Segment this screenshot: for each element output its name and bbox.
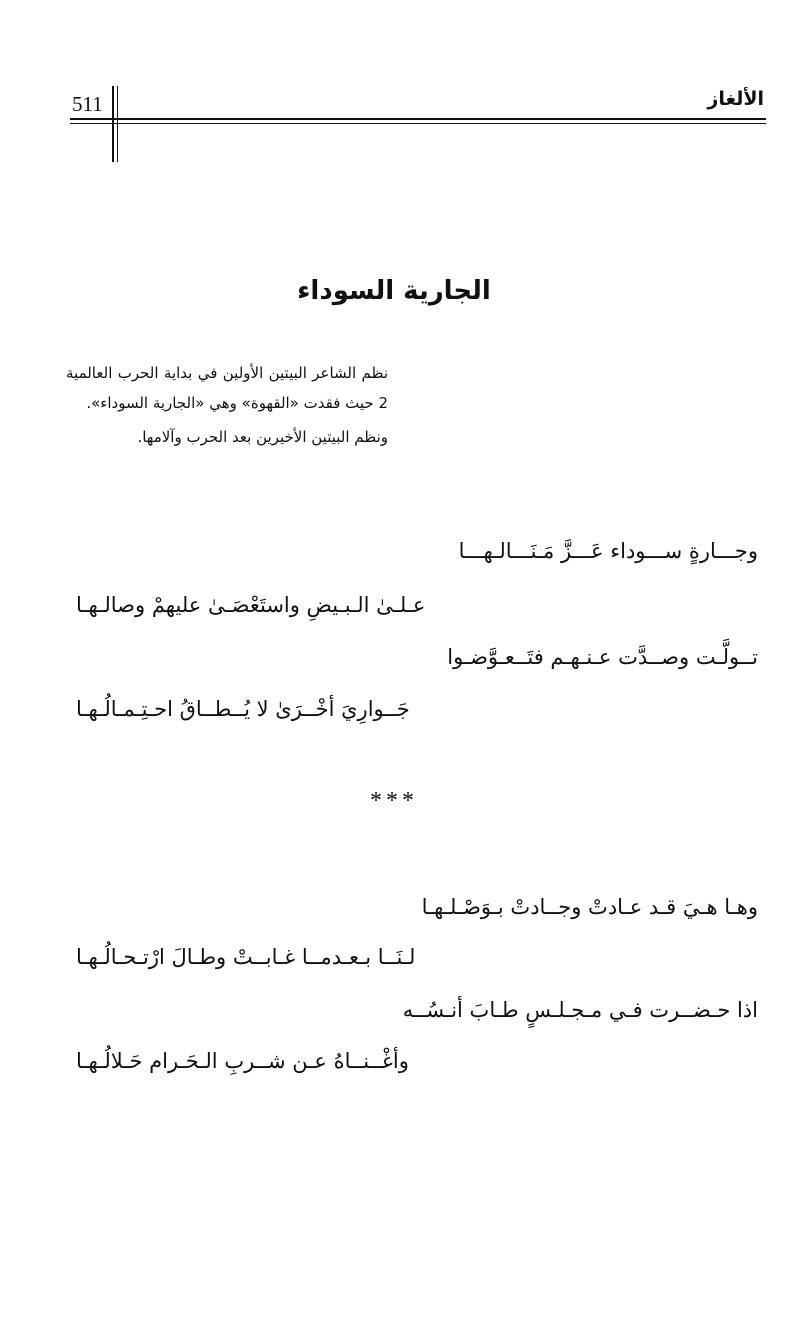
- verse-line: وأغْــنــاهُ عـن شــربِ الـحَـرام حَـلالُـهـا: [76, 1049, 409, 1073]
- header-rule-bottom: [70, 123, 766, 124]
- stanza-separator: ***: [370, 788, 418, 814]
- verse-line: لـنَــا بـعـدمــا غـابــتْ وطـالَ ارْتـحـالُـهـا: [76, 945, 416, 969]
- intro-note: [66, 358, 388, 452]
- verse-line: عـلـىٰ الـبـيضِ واستَعْصَـىٰ عليهمْ وصالـهـا: [76, 593, 426, 617]
- verse-line: وهـا هـيَ قـد عـادتْ وجــادتْ بـوَصْـلـهـا: [421, 895, 758, 919]
- verse-line: جَــوارِيَ أخْــرَىٰ لا يُــطــاقُ احـتِـمـالُـهـا: [76, 697, 410, 721]
- verse-line: اذا حـضــرت فـي مـجـلـسٍ طـابَ أنـسُــه: [402, 998, 758, 1022]
- page-number: 511: [72, 92, 103, 116]
- header-vertical-rule-1: [112, 86, 114, 162]
- verse-line: وجـــارةٍ ســـوداء عَـــزَّ مَـنَـــالـهـــا: [458, 539, 758, 563]
- chapter-title: الألغاز: [707, 88, 764, 110]
- verse-line: تــولَّـت وصــدَّت عـنـهـم فتَــعـوَّضـوا: [447, 645, 758, 669]
- intro-paragraph: ونظم البيتين الأخيرين بعد الحرب وآلامها.: [137, 428, 388, 446]
- header-rule-top: [70, 118, 766, 120]
- poem-title: الجارية السوداء: [297, 276, 491, 306]
- header-vertical-rule-2: [117, 86, 118, 162]
- intro-paragraph: نظم الشاعر البيتين الأولين في بداية الحرب العالمية 2 حيث فقدت «القهوة» وهي «الجارية السوداء».: [66, 364, 388, 412]
